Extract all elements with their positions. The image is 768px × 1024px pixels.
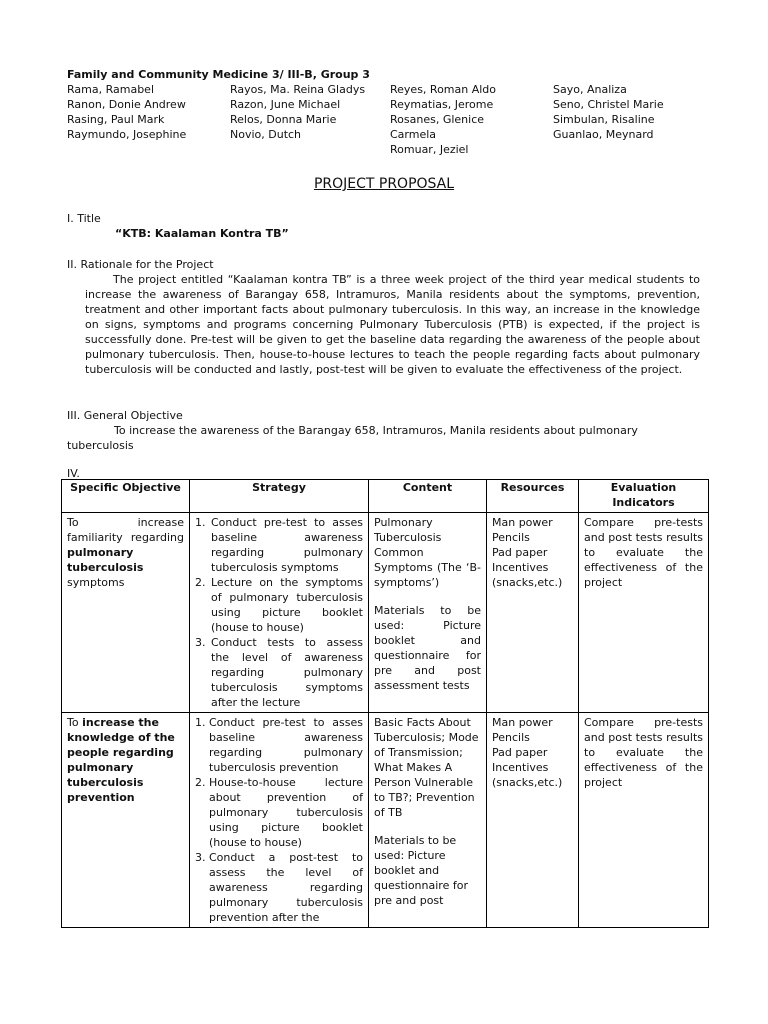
objective-cell	[62, 713, 190, 928]
member-name: Simbulan, Risaline	[553, 113, 655, 126]
strategy-list	[195, 715, 363, 925]
names-column-4	[553, 82, 664, 142]
list-item: 1. Conduct pre-test to asses baseline awareness regarding pulmonary tuberculosis symptoms	[209, 515, 363, 575]
list-item: 1. Conduct pre-test to asses baseline awareness regarding pulmonary tuberculosis prevention	[209, 715, 363, 775]
header-specific-objective: Specific Objective	[62, 480, 190, 513]
member-name: Raymundo, Josephine	[67, 128, 187, 141]
evaluation-cell: Compare pre-tests and post tests results to evaluate the effectiveness of the project	[579, 513, 709, 713]
header-evaluation: Evaluation Indicators	[579, 480, 709, 513]
group-title: Family and Community Medicine 3/ III-B, Group 3	[67, 68, 370, 81]
content-cell	[369, 713, 487, 928]
member-name: Romuar, Jeziel	[390, 143, 469, 156]
rationale-text-block	[85, 272, 700, 377]
member-name: Seno, Christel Marie	[553, 98, 664, 111]
member-name: Novio, Dutch	[230, 128, 302, 141]
section-table-heading: IV.	[67, 467, 80, 480]
names-column-3	[390, 82, 496, 157]
member-name: Carmela	[390, 128, 437, 141]
objective-text: To	[67, 716, 79, 729]
objectives-table	[61, 479, 709, 928]
resources-cell	[487, 513, 579, 713]
rationale-paragraph: The project entitled “Kaalaman kontra TB” is a three week project of the third year medical students to increase the awareness of Barangay 658, Intramuros, Manila residents about the symptoms, prevention, treatment and other important facts about pulmonary tuberculosis. In this way, an increase in the knowledge on signs, symptoms and programs concerning Pulmonary Tuberculosis (PTB) is expected, if the project is successfully done. Pre-test will be given to get the baseline data regarding the awareness of the people about pulmonary tuberculosis. Then, house-to-house lectures to teach the people regarding facts about pulmonary tuberculosis will be conducted and lastly, post-test will be given to evaluate the effectiveness of the project.	[85, 273, 700, 376]
list-item: Pencils	[492, 731, 530, 744]
list-item: 3. Conduct a post-test to assess the level of awareness regarding pulmonary tuberculosis prevention after the	[209, 850, 363, 925]
strategy-cell	[190, 513, 369, 713]
strategy-list	[195, 515, 363, 710]
project-name: “KTB: Kaalaman Kontra TB”	[115, 227, 289, 240]
list-item: (snacks,etc.)	[492, 776, 563, 789]
section-rationale-heading: II. Rationale for the Project	[67, 258, 214, 271]
general-objective-text: To increase the awareness of the Barangay 658, Intramuros, Manila residents about pulmonary tuberculosis	[67, 424, 638, 452]
content-cell	[369, 513, 487, 713]
names-column-1	[67, 82, 186, 142]
strategy-cell	[190, 713, 369, 928]
objective-emphasis: increase the knowledge of the people regarding pulmonary tuberculosis prevention	[67, 716, 175, 804]
objective-cell	[62, 513, 190, 713]
list-item: (snacks,etc.)	[492, 576, 563, 589]
list-item: Man power	[492, 716, 553, 729]
member-name: Sayo, Analiza	[553, 83, 627, 96]
document-title: PROJECT PROPOSAL	[313, 176, 455, 192]
member-name: Rasing, Paul Mark	[67, 113, 165, 126]
member-name: Rama, Ramabel	[67, 83, 154, 96]
header-strategy: Strategy	[190, 480, 369, 513]
member-name: Rosanes, Glenice	[390, 113, 485, 126]
header-resources: Resources	[487, 480, 579, 513]
header-content: Content	[369, 480, 487, 513]
list-item: Man power	[492, 516, 553, 529]
content-text: Pulmonary Tuberculosis Common Symptoms (The ‘B-symptoms’)	[374, 516, 481, 589]
member-name: Razon, June Michael	[230, 98, 341, 111]
list-item: 2. Lecture on the symptoms of pulmonary tuberculosis using picture booklet (house to house)	[209, 575, 363, 635]
list-item: Incentives	[492, 761, 549, 774]
list-item: Pad paper	[492, 746, 548, 759]
resources-cell	[487, 713, 579, 928]
member-name: Rayos, Ma. Reina Gladys	[230, 83, 366, 96]
section-general-heading: III. General Objective	[67, 409, 183, 422]
table-row	[62, 713, 709, 928]
member-name: Ranon, Donie Andrew	[67, 98, 186, 111]
section-title-heading: I. Title	[67, 212, 101, 225]
table-header-row	[62, 480, 709, 513]
member-name: Guanlao, Meynard	[553, 128, 654, 141]
content-materials: Materials to be used: Picture booklet and questionnaire for pre and post	[374, 834, 468, 907]
list-item: Pencils	[492, 531, 530, 544]
table-row	[62, 513, 709, 713]
member-name: Reyes, Roman Aldo	[390, 83, 497, 96]
general-text-block	[67, 423, 667, 453]
list-item: 3. Conduct tests to assess the level of awareness regarding pulmonary tuberculosis symptoms after the lecture	[209, 635, 363, 710]
list-item: Incentives	[492, 561, 549, 574]
evaluation-cell: Compare pre-tests and post tests results to evaluate the effectiveness of the project	[579, 713, 709, 928]
content-materials: Materials to be used: Picture booklet and questionnaire for pre and post assessment tests	[374, 604, 481, 692]
list-item: 2. House-to-house lecture about prevention of pulmonary tuberculosis using picture booklet (house to house)	[209, 775, 363, 850]
member-name: Reymatias, Jerome	[390, 98, 494, 111]
objective-text: symptoms	[67, 576, 125, 589]
member-name: Relos, Donna Marie	[230, 113, 337, 126]
objective-text: To increase familiarity regarding	[67, 516, 184, 544]
names-column-2	[230, 82, 365, 142]
list-item: Pad paper	[492, 546, 548, 559]
objective-emphasis: pulmonary tuberculosis	[67, 546, 144, 574]
content-text: Basic Facts About Tuberculosis; Mode of Transmission; What Makes A Person Vulnerable to TB?; Prevention of TB	[374, 716, 479, 819]
